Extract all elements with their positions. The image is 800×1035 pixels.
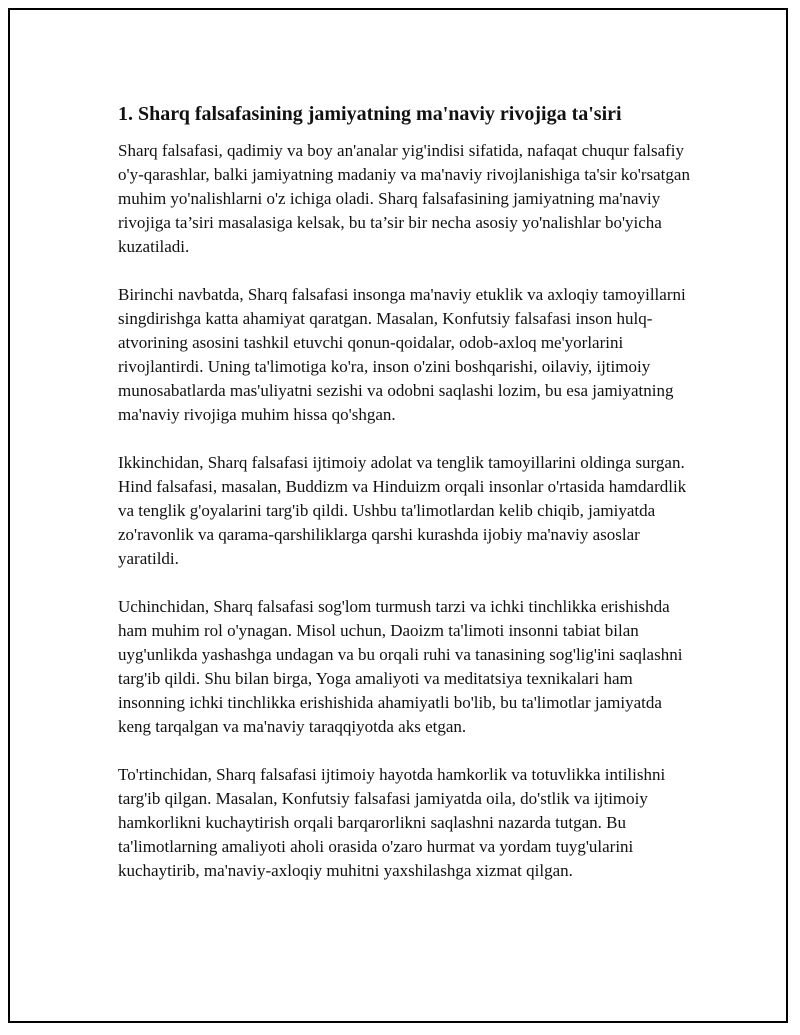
- paragraph-third-point: Uchinchidan, Sharq falsafasi sog'lom turmush tarzi va ichki tinchlikka erishishda ham muhim rol o'ynagan. Misol uchun, Daoizm ta'limoti insonni tabiat bilan uyg'unlikda yashashga undagan va bu orqali ruhi va tanasining sog'lig'ini saqlashni targ'ib qildi. Shu bilan birga, Yoga amaliyoti va meditatsiya texnikalari ham insonning ichki tinchlikka erishishida ahamiyatli bo'lib, bu ta'limotlar jamiyatda keng tarqalgan va ma'naviy taraqqiyotda aks etgan.: [118, 597, 683, 736]
- document-body: [118, 102, 696, 883]
- page-frame: [8, 8, 788, 1023]
- paragraph-fourth-point: To'rtinchidan, Sharq falsafasi ijtimoiy hayotda hamkorlik va totuvlikka intilishni targ'ib qilgan. Masalan, Konfutsiy falsafasi jamiyatda oila, do'stlik va ijtimoiy hamkorlikni kuchaytirish orqali barqarorlikni saqlashni nazarda tutgan. Bu ta'limotlarning amaliyoti aholi orasida o'zaro hurmat va yordam tuyg'ularini kuchaytirib, ma'naviy-axloqiy muhitni yaxshilashga xizmat qilgan.: [118, 765, 666, 880]
- paragraph-first-point: Birinchi navbatda, Sharq falsafasi insonga ma'naviy etuklik va axloqiy tamoyillarni singdirishga katta ahamiyat qaratgan. Masalan, Konfutsiy falsafasi inson hulq-atvorining asosini tashkil etuvchi qonun-qoidalar, odob-axloq me'yorlarini rivojlantirdi. Uning ta'limotiga ko'ra, inson o'zini boshqarishi, oilaviy, ijtimoiy munosabatlarda mas'uliyatni sezishi va odobni saqlashi lozim, bu esa jamiyatning ma'naviy rivojiga muhim hissa qo'shgan.: [118, 285, 686, 424]
- document-title: 1. Sharq falsafasining jamiyatning ma'naviy rivojiga ta'siri: [118, 103, 622, 125]
- paragraph-second-point: Ikkinchidan, Sharq falsafasi ijtimoiy adolat va tenglik tamoyillarini oldinga surgan. Hind falsafasi, masalan, Buddizm va Hinduizm orqali insonlar o'rtasida hamdardlik va tenglik g'oyalarini targ'ib qildi. Ushbu ta'limotlardan kelib chiqib, jamiyatda zo'ravonlik va qarama-qarshiliklarga qarshi kurashda ijobiy ma'naviy asoslar yaratildi.: [118, 453, 687, 568]
- paragraph-intro: Sharq falsafasi, qadimiy va boy an'analar yig'indisi sifatida, nafaqat chuqur falsafiy o'y-qarashlar, balki jamiyatning madaniy va ma'naviy rivojlanishiga ta'sir ko'rsatgan muhim yo'nalishlarni o'z ichiga oladi. Sharq falsafasining jamiyatning ma'naviy rivojiga ta’siri masalasiga kelsak, bu ta’sir bir necha asosiy yo'nalishlar bo'yicha kuzatiladi.: [118, 141, 690, 256]
